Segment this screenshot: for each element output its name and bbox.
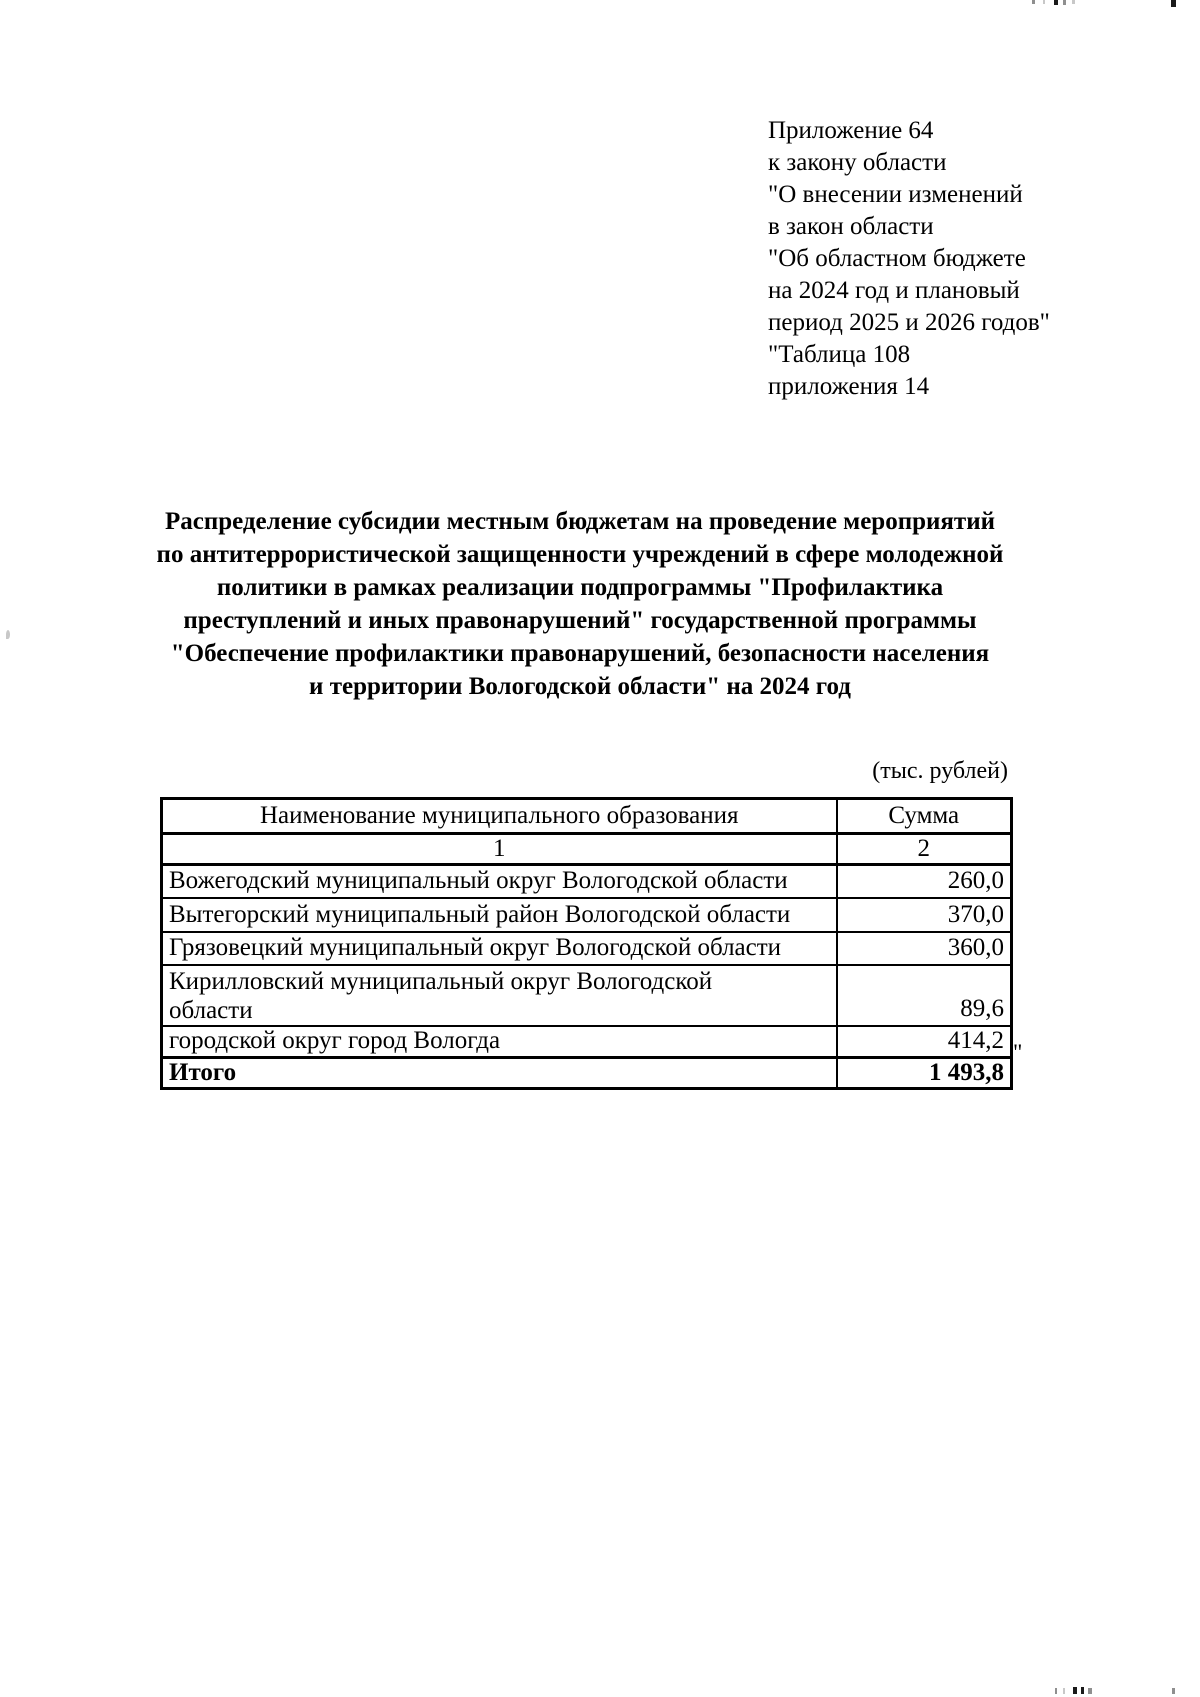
municipality-sum: 360,0 — [837, 932, 1012, 965]
column-number-row — [162, 834, 1012, 865]
column-header-sum: Сумма — [837, 799, 1012, 834]
total-sum: 1 493,8 — [837, 1058, 1012, 1089]
municipality-sum: 414,2 — [837, 1026, 1012, 1058]
scan-artifact — [1081, 1687, 1084, 1694]
title-line: Распределение субсидии местным бюджетам на проведение мероприятий — [164, 508, 996, 535]
title-line: и территории Вологодской области" на 2024 год — [309, 673, 851, 700]
scan-artifact — [1054, 0, 1058, 5]
table-row — [162, 865, 1012, 898]
scan-artifact — [1055, 1688, 1057, 1694]
column-number-name: 1 — [162, 834, 837, 865]
table-row — [162, 965, 1012, 1026]
column-header-name: Наименование муниципального образования — [162, 799, 837, 834]
units-note: (тыс. рублей) — [872, 758, 1008, 784]
title-line: по антитеррористической защищенности учреждений в сфере молодежной — [156, 541, 1004, 568]
scan-artifact — [1172, 1688, 1175, 1694]
appendix-line: "Об областном бюджете — [768, 245, 1026, 272]
municipality-sum: 370,0 — [837, 898, 1012, 932]
total-row — [162, 1058, 1012, 1089]
appendix-line: к закону области — [768, 149, 947, 176]
municipality-name: городской округ город Вологда — [162, 1026, 837, 1058]
scan-artifact — [6, 630, 10, 639]
municipality-name-line: области — [169, 996, 253, 1024]
scan-artifact — [1063, 1688, 1065, 1694]
appendix-line: приложения 14 — [768, 373, 930, 400]
table-row — [162, 1026, 1012, 1058]
scan-artifact — [1072, 0, 1075, 4]
appendix-line: Приложение 64 — [768, 117, 934, 144]
column-number-sum: 2 — [837, 834, 1012, 865]
scan-artifact — [1073, 1687, 1077, 1694]
municipality-name: Вожегодский муниципальный округ Вологодской области — [162, 865, 837, 898]
appendix-line: период 2025 и 2026 годов" — [768, 309, 1050, 336]
municipality-name: Вытегорский муниципальный район Вологодской области — [162, 898, 837, 932]
appendix-reference-block — [768, 115, 1050, 403]
closing-quote-mark: " — [1013, 1040, 1023, 1065]
table-row — [162, 898, 1012, 932]
scan-artifact — [1063, 0, 1066, 5]
title-line: преступлений и иных правонарушений" государственной программы — [183, 607, 977, 634]
municipality-name-line: Кирилловский муниципальный округ Вологодской — [169, 967, 713, 995]
municipality-name — [162, 965, 837, 1026]
municipality-sum: 260,0 — [837, 865, 1012, 898]
municipality-sum: 89,6 — [837, 965, 1012, 1026]
table-header-row — [162, 799, 1012, 834]
scan-artifact — [1171, 0, 1176, 7]
scan-artifact — [1043, 0, 1045, 4]
title-line: политики в рамках реализации подпрограммы "Профилактика — [216, 574, 944, 601]
municipality-name: Грязовецкий муниципальный округ Вологодской области — [162, 932, 837, 965]
total-label: Итого — [162, 1058, 837, 1089]
page-title — [140, 505, 1020, 703]
appendix-line: "О внесении изменений — [768, 181, 1023, 208]
scan-artifact — [1032, 0, 1035, 4]
appendix-line: на 2024 год и плановый — [768, 277, 1020, 304]
scan-artifact — [1088, 1688, 1092, 1694]
appendix-line: в закон области — [768, 213, 934, 240]
table-row — [162, 932, 1012, 965]
title-line: "Обеспечение профилактики правонарушений, безопасности населения — [170, 640, 990, 667]
appendix-line: "Таблица 108 — [768, 341, 911, 368]
subsidy-distribution-table — [160, 797, 1013, 1090]
